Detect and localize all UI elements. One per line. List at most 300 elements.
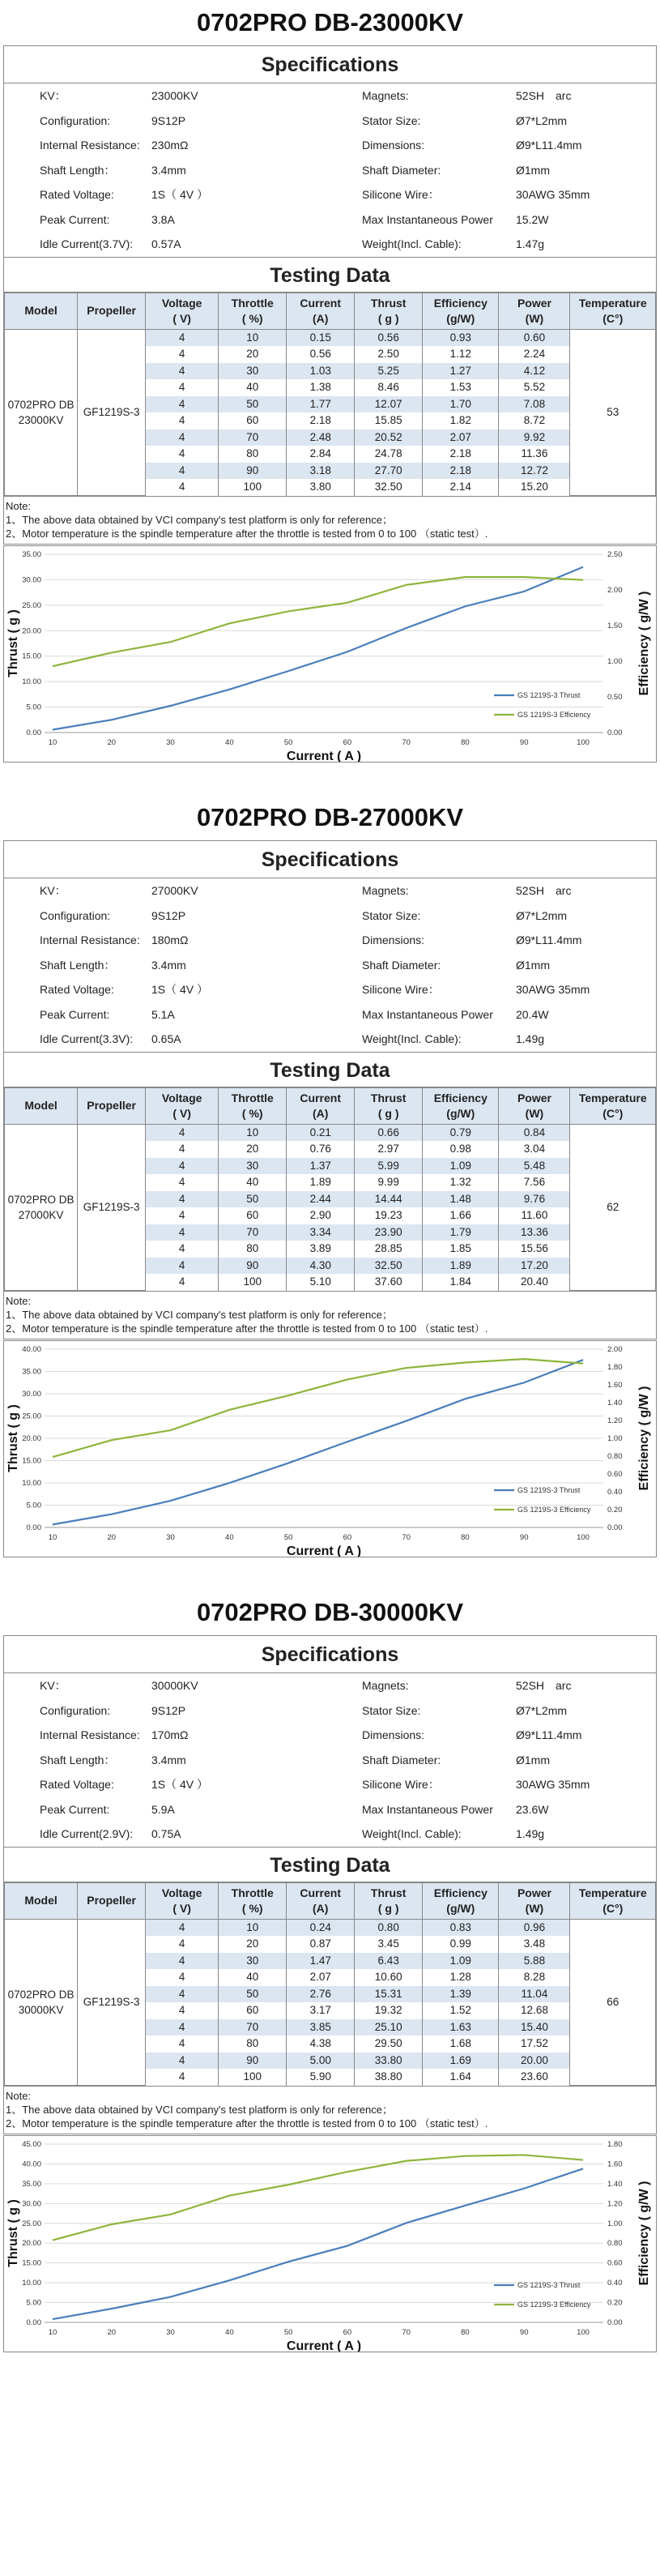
table-cell: 1.38: [287, 379, 355, 396]
table-cell: 4: [146, 446, 219, 463]
table-cell: 0.93: [423, 329, 499, 346]
table-cell: 0.21: [287, 1124, 355, 1141]
table-cell: 32.50: [355, 479, 423, 496]
table-cell: 1.89: [287, 1174, 355, 1191]
table-cell: 4: [146, 1986, 219, 2003]
spec-label: Configuration:: [40, 113, 111, 127]
table-cell: 23.90: [355, 1224, 423, 1241]
table-cell: 0.66: [355, 1124, 423, 1141]
column-header: Voltage ( V): [146, 293, 219, 329]
testing-table: [4, 1087, 656, 1292]
table-cell: 4: [146, 379, 219, 396]
table-cell: 1.64: [423, 2069, 499, 2086]
table-cell: 60: [219, 2002, 287, 2019]
x-tick-label: 20: [107, 2328, 117, 2337]
chart-svg: [4, 546, 656, 762]
table-cell: 0.15: [287, 329, 355, 346]
column-header: Power (W): [499, 293, 570, 329]
table-cell: 3.48: [499, 1936, 570, 1953]
performance-chart: [3, 545, 657, 763]
table-cell: 20.00: [499, 2053, 570, 2070]
spec-label: Silicone Wire：: [362, 983, 440, 996]
column-header: Voltage ( V): [146, 1882, 219, 1919]
spec-label: Weight(Incl. Cable):: [362, 1827, 462, 1840]
table-cell: 1.53: [423, 379, 499, 396]
spec-value: 5.9A: [151, 1802, 175, 1816]
table-cell: 80: [219, 2036, 287, 2053]
y-left-tick-label: 35.00: [22, 550, 41, 559]
table-cell: 1.84: [423, 1274, 499, 1291]
column-header: Model: [5, 1087, 78, 1124]
spec-value: 3.8A: [151, 212, 175, 226]
spec-value: 9S12P: [151, 908, 186, 922]
table-cell: 4: [146, 2019, 219, 2036]
table-cell: 0.98: [423, 1141, 499, 1158]
y-right-tick-label: 1.80: [607, 1363, 623, 1372]
table-cell: 11.04: [499, 1986, 570, 2003]
y-right-tick-label: 1.00: [607, 2219, 623, 2228]
x-tick-label: 60: [343, 2328, 352, 2337]
model-cell: 0702PRO DB 30000KV: [5, 1919, 78, 2086]
table-cell: 3.34: [287, 1224, 355, 1241]
table-cell: 0.79: [423, 1124, 499, 1141]
table-cell: 60: [219, 412, 287, 429]
specifications-title: Specifications: [4, 46, 656, 83]
table-cell: 2.18: [287, 412, 355, 429]
spec-label: Stator Size:: [362, 1703, 421, 1717]
y-right-tick-label: 1.50: [607, 622, 623, 630]
table-cell: 1.66: [423, 1207, 499, 1224]
table-cell: 4: [146, 1258, 219, 1275]
y-left-tick-label: 40.00: [22, 2159, 41, 2169]
table-cell: 20.40: [499, 1274, 570, 1291]
table-cell: 5.52: [499, 379, 570, 396]
spec-value: 1.47g: [516, 237, 545, 250]
y-right-axis-label: Efficiency ( g/W ): [637, 2181, 651, 2286]
table-cell: 80: [219, 446, 287, 463]
table-cell: 7.56: [499, 1174, 570, 1191]
spec-label: Idle Current(2.9V):: [40, 1827, 134, 1840]
table-cell: 60: [219, 1207, 287, 1224]
spec-grid: [4, 1673, 656, 1847]
y-right-tick-label: 0.60: [607, 2258, 623, 2268]
table-cell: 4: [146, 2002, 219, 2019]
spec-label: Idle Current(3.7V):: [40, 237, 134, 250]
table-cell: 3.85: [287, 2019, 355, 2036]
notes: [4, 1291, 656, 1339]
spec-label: Configuration:: [40, 908, 111, 922]
table-cell: 4: [146, 396, 219, 413]
y-right-tick-label: 2.00: [607, 586, 623, 595]
spec-label: Magnets:: [362, 1679, 409, 1692]
column-header: Temperature (C°): [570, 1087, 656, 1124]
table-cell: 29.50: [355, 2036, 423, 2053]
x-tick-label: 20: [107, 1533, 117, 1542]
motor-title: 0702PRO DB-30000KV: [196, 1598, 464, 1626]
table-cell: 2.44: [287, 1191, 355, 1208]
table-cell: 15.20: [499, 479, 570, 496]
spec-value: Ø1mm: [516, 1753, 550, 1766]
motor-section: [3, 763, 657, 1557]
y-left-tick-label: 20.00: [22, 626, 41, 636]
chart-svg: [4, 1341, 656, 1557]
spec-value: Ø7*L2mm: [516, 1703, 568, 1717]
table-cell: 1.70: [423, 396, 499, 413]
y-right-tick-label: 0.60: [607, 1470, 623, 1479]
notes: [4, 2086, 656, 2134]
spec-label: Rated Voltage:: [40, 983, 114, 996]
table-cell: 4: [146, 463, 219, 480]
spec-label: Weight(Incl. Cable):: [362, 1032, 462, 1045]
spec-label: Max Instantaneous Power: [362, 212, 493, 226]
legend-label: GS 1219S-3 Thrust: [517, 691, 581, 699]
y-right-tick-label: 0.20: [607, 1506, 623, 1514]
spec-label: Peak Current:: [40, 1802, 110, 1816]
table-cell: 4: [146, 1224, 219, 1241]
table-cell: 1.69: [423, 2053, 499, 2070]
spec-label: Shaft Length：: [40, 958, 116, 972]
legend-label: GS 1219S-3 Efficiency: [517, 1506, 591, 1514]
y-left-tick-label: 20.00: [22, 2239, 41, 2249]
datasheet: [3, 0, 657, 2352]
spec-label: Shaft Diameter:: [362, 1753, 441, 1766]
table-cell: 2.84: [287, 446, 355, 463]
y-right-tick-label: 1.00: [607, 657, 623, 666]
table-cell: 1.82: [423, 412, 499, 429]
y-left-tick-label: 0.00: [26, 2318, 41, 2327]
column-header: Throttle ( %): [219, 1882, 287, 1919]
legend-label: GS 1219S-3 Thrust: [517, 2281, 581, 2289]
y-left-tick-label: 10.00: [22, 677, 41, 687]
spec-label: Shaft Diameter:: [362, 958, 441, 972]
table-cell: 5.00: [287, 2053, 355, 2070]
table-cell: 32.50: [355, 1258, 423, 1275]
table-cell: 0.96: [499, 1919, 570, 1936]
spec-value: 0.75A: [151, 1827, 181, 1840]
table-cell: 4: [146, 2053, 219, 2070]
table-cell: 2.14: [423, 479, 499, 496]
temperature-cell: 66: [570, 1919, 656, 2086]
y-right-tick-label: 0.20: [607, 2298, 623, 2308]
table-cell: 10: [219, 1124, 287, 1141]
y-left-tick-label: 5.00: [26, 703, 41, 712]
table-cell: 5.88: [499, 1953, 570, 1970]
spec-value: Ø9*L11.4mm: [516, 933, 582, 946]
column-header: Current (A): [287, 293, 355, 329]
spec-value: 1.49g: [516, 1032, 545, 1045]
section-spacer: [3, 1557, 657, 1590]
table-cell: 7.08: [499, 396, 570, 413]
y-right-tick-label: 1.40: [607, 1399, 623, 1408]
spec-value: 20.4W: [516, 1007, 549, 1021]
table-cell: 40: [219, 1969, 287, 1986]
spec-value: 5.1A: [151, 1007, 175, 1021]
x-tick-label: 100: [577, 2328, 590, 2337]
spec-label: Configuration:: [40, 1703, 111, 1717]
spec-value: Ø7*L2mm: [516, 113, 568, 127]
y-right-tick-label: 1.20: [607, 1416, 623, 1425]
table-cell: 20: [219, 1936, 287, 1953]
spec-label: Silicone Wire：: [362, 188, 440, 201]
table-cell: 4: [146, 2069, 219, 2086]
spec-label: Dimensions:: [362, 933, 425, 946]
table-cell: 3.80: [287, 479, 355, 496]
table-cell: 27.70: [355, 463, 423, 480]
table-cell: 12.72: [499, 463, 570, 480]
table-cell: 0.76: [287, 1141, 355, 1158]
x-tick-label: 40: [225, 2328, 234, 2337]
column-header: Throttle ( %): [219, 293, 287, 329]
note-line: 1、The above data obtained by VCI company's test platform is only for reference；: [6, 1309, 393, 1321]
series-line-efficiency: [53, 2155, 583, 2240]
spec-value: 1S（ 4V ）: [151, 188, 209, 201]
y-right-tick-label: 0.40: [607, 1488, 623, 1497]
y-left-tick-label: 15.00: [22, 2258, 41, 2268]
table-cell: 3.89: [287, 1241, 355, 1258]
table-cell: 2.90: [287, 1207, 355, 1224]
table-cell: 17.52: [499, 2036, 570, 2053]
y-left-tick-label: 0.00: [26, 728, 41, 737]
y-left-tick-label: 35.00: [22, 1367, 41, 1377]
table-cell: 5.25: [355, 363, 423, 380]
spec-value: 52SH arc: [516, 1679, 572, 1692]
testing-data-title: Testing Data: [4, 257, 656, 293]
x-tick-label: 30: [166, 738, 175, 747]
table-cell: 10: [219, 329, 287, 346]
y-left-tick-label: 25.00: [22, 1412, 41, 1421]
table-cell: 30: [219, 1158, 287, 1175]
table-header-row: [5, 293, 656, 329]
motor-section: [3, 1557, 657, 2352]
table-cell: 1.32: [423, 1174, 499, 1191]
table-cell: 2.76: [287, 1986, 355, 2003]
spec-label: Shaft Length：: [40, 163, 116, 177]
spec-label: Internal Resistance:: [40, 139, 140, 152]
table-cell: 19.32: [355, 2002, 423, 2019]
table-cell: 5.10: [287, 1274, 355, 1291]
table-cell: 10.60: [355, 1969, 423, 1986]
spec-sheet: [3, 1635, 657, 2134]
spec-value: 9S12P: [151, 1703, 186, 1717]
table-cell: 8.72: [499, 412, 570, 429]
note-line: 1、The above data obtained by VCI company's test platform is only for reference；: [6, 514, 393, 526]
table-row: [5, 1919, 656, 1936]
column-header: Temperature (C°): [570, 1882, 656, 1919]
y-right-tick-label: 1.60: [607, 1381, 623, 1390]
table-cell: 2.07: [423, 429, 499, 446]
temperature-cell: 53: [570, 329, 656, 496]
y-right-axis-label: Efficiency ( g/W ): [637, 1386, 651, 1491]
propeller-cell: GF1219S-3: [78, 1124, 146, 1291]
table-cell: 1.37: [287, 1158, 355, 1175]
y-right-tick-label: 2.50: [607, 550, 623, 559]
legend-label: GS 1219S-3 Thrust: [517, 1486, 581, 1494]
table-cell: 15.85: [355, 412, 423, 429]
table-cell: 0.87: [287, 1936, 355, 1953]
x-tick-label: 70: [402, 738, 411, 747]
table-cell: 2.18: [423, 463, 499, 480]
y-left-axis-label: Thrust ( g ): [6, 609, 20, 677]
legend-label: GS 1219S-3 Efficiency: [517, 2300, 591, 2309]
x-tick-label: 60: [343, 738, 352, 747]
x-tick-label: 10: [48, 1533, 57, 1542]
table-cell: 2.07: [287, 1969, 355, 1986]
y-right-tick-label: 0.00: [607, 2318, 623, 2327]
table-cell: 30: [219, 1953, 287, 1970]
table-cell: 4: [146, 1936, 219, 1953]
chart-svg: [4, 2136, 656, 2352]
y-left-tick-label: 0.00: [26, 1523, 41, 1532]
table-cell: 4: [146, 1919, 219, 1936]
table-cell: 4: [146, 1274, 219, 1291]
table-cell: 90: [219, 2053, 287, 2070]
table-cell: 3.45: [355, 1936, 423, 1953]
table-cell: 4: [146, 346, 219, 363]
y-left-tick-label: 30.00: [22, 575, 41, 585]
spec-value: 1S（ 4V ）: [151, 1778, 209, 1791]
series-line-thrust: [53, 2168, 583, 2319]
spec-label: Peak Current:: [40, 1007, 110, 1021]
spec-value: 30AWG 35mm: [516, 188, 590, 201]
legend-label: GS 1219S-3 Efficiency: [517, 711, 591, 719]
spec-label: KV：: [40, 89, 66, 102]
table-cell: 9.92: [499, 429, 570, 446]
y-right-tick-label: 1.40: [607, 2179, 623, 2189]
table-cell: 4: [146, 329, 219, 346]
table-cell: 4: [146, 1124, 219, 1141]
table-row: [5, 1124, 656, 1141]
spec-label: Max Instantaneous Power: [362, 1007, 493, 1021]
table-cell: 0.60: [499, 329, 570, 346]
spec-value: Ø9*L11.4mm: [516, 1728, 582, 1741]
table-cell: 6.43: [355, 1953, 423, 1970]
table-cell: 4: [146, 479, 219, 496]
note-line: 2、Motor temperature is the spindle temperature after the throttle is tested from 0 to 100 （static test）.: [6, 2117, 488, 2130]
propeller-cell: GF1219S-3: [78, 1919, 146, 2086]
y-left-tick-label: 20.00: [22, 1434, 41, 1443]
table-cell: 1.09: [423, 1158, 499, 1175]
propeller-cell: GF1219S-3: [78, 329, 146, 496]
y-left-axis-label: Thrust ( g ): [6, 1404, 20, 1472]
x-tick-label: 100: [577, 1533, 590, 1542]
table-cell: 5.99: [355, 1158, 423, 1175]
column-header: Current (A): [287, 1087, 355, 1124]
spec-value: 3.4mm: [151, 163, 186, 177]
table-cell: 4: [146, 429, 219, 446]
motor-title: 0702PRO DB-27000KV: [196, 803, 464, 831]
spec-value: 9S12P: [151, 113, 186, 127]
x-tick-label: 90: [519, 1533, 529, 1542]
x-axis-label: Current ( A ): [286, 1544, 362, 1557]
spec-value: 15.2W: [516, 212, 549, 226]
spec-value: 170mΩ: [151, 1728, 189, 1741]
y-left-tick-label: 15.00: [22, 1456, 41, 1466]
y-left-tick-label: 40.00: [22, 1345, 41, 1354]
table-cell: 3.18: [287, 463, 355, 480]
table-cell: 0.83: [423, 1919, 499, 1936]
table-cell: 70: [219, 1224, 287, 1241]
specifications-title: Specifications: [4, 1636, 656, 1673]
x-tick-label: 70: [402, 2328, 411, 2337]
table-cell: 1.03: [287, 363, 355, 380]
table-header-row: [5, 1087, 656, 1124]
y-right-tick-label: 2.00: [607, 1345, 623, 1354]
x-tick-label: 90: [519, 2328, 529, 2337]
table-cell: 17.20: [499, 1258, 570, 1275]
table-cell: 28.85: [355, 1241, 423, 1258]
x-tick-label: 30: [166, 2328, 175, 2337]
spec-grid: [4, 83, 656, 257]
table-cell: 11.60: [499, 1207, 570, 1224]
y-right-tick-label: 0.80: [607, 2239, 623, 2249]
y-right-tick-label: 1.20: [607, 2199, 623, 2209]
table-cell: 2.97: [355, 1141, 423, 1158]
table-cell: 20: [219, 346, 287, 363]
table-cell: 1.68: [423, 2036, 499, 2053]
column-header: Temperature (C°): [570, 293, 656, 329]
note-line: 1、The above data obtained by VCI company's test platform is only for reference；: [6, 2104, 393, 2116]
table-cell: 4: [146, 2036, 219, 2053]
spec-label: Stator Size:: [362, 113, 421, 127]
table-cell: 33.80: [355, 2053, 423, 2070]
spec-value: 230mΩ: [151, 139, 189, 152]
series-line-efficiency: [53, 577, 583, 666]
table-cell: 4: [146, 1241, 219, 1258]
y-left-tick-label: 45.00: [22, 2140, 41, 2149]
column-header: Propeller: [78, 1087, 146, 1124]
x-tick-label: 10: [48, 738, 57, 747]
spec-sheet: [3, 840, 657, 1339]
table-cell: 14.44: [355, 1191, 423, 1208]
x-tick-label: 50: [283, 738, 293, 747]
column-header: Power (W): [499, 1882, 570, 1919]
y-left-tick-label: 10.00: [22, 1479, 41, 1488]
table-cell: 90: [219, 1258, 287, 1275]
motor-title: 0702PRO DB-23000KV: [196, 8, 464, 36]
spec-value: 30AWG 35mm: [516, 1778, 590, 1791]
table-cell: 40: [219, 1174, 287, 1191]
table-cell: 0.99: [423, 1936, 499, 1953]
spec-label: Magnets:: [362, 884, 409, 897]
table-cell: 1.89: [423, 1258, 499, 1275]
table-cell: 4.12: [499, 363, 570, 380]
testing-table: [4, 1882, 656, 2087]
y-left-tick-label: 30.00: [22, 1390, 41, 1399]
spec-label: Shaft Length：: [40, 1753, 116, 1766]
column-header: Thrust ( g ): [355, 293, 423, 329]
table-cell: 23.60: [499, 2069, 570, 2086]
table-cell: 38.80: [355, 2069, 423, 2086]
table-cell: 1.85: [423, 1241, 499, 1258]
spec-grid: [4, 878, 656, 1052]
note-line: Note:: [6, 500, 32, 512]
table-cell: 4.30: [287, 1258, 355, 1275]
spec-sheet: [3, 45, 657, 545]
table-cell: 5.90: [287, 2069, 355, 2086]
x-tick-label: 10: [48, 2328, 57, 2337]
model-cell: 0702PRO DB 23000KV: [5, 329, 78, 496]
table-cell: 2.18: [423, 446, 499, 463]
column-header: Efficiency (g/W): [423, 1882, 499, 1919]
x-tick-label: 70: [402, 1533, 411, 1542]
table-cell: 1.77: [287, 396, 355, 413]
table-cell: 4: [146, 1207, 219, 1224]
column-header: Model: [5, 293, 78, 329]
y-left-tick-label: 25.00: [22, 2219, 41, 2228]
table-cell: 40: [219, 379, 287, 396]
spec-label: Weight(Incl. Cable):: [362, 237, 462, 250]
table-cell: 4: [146, 1191, 219, 1208]
